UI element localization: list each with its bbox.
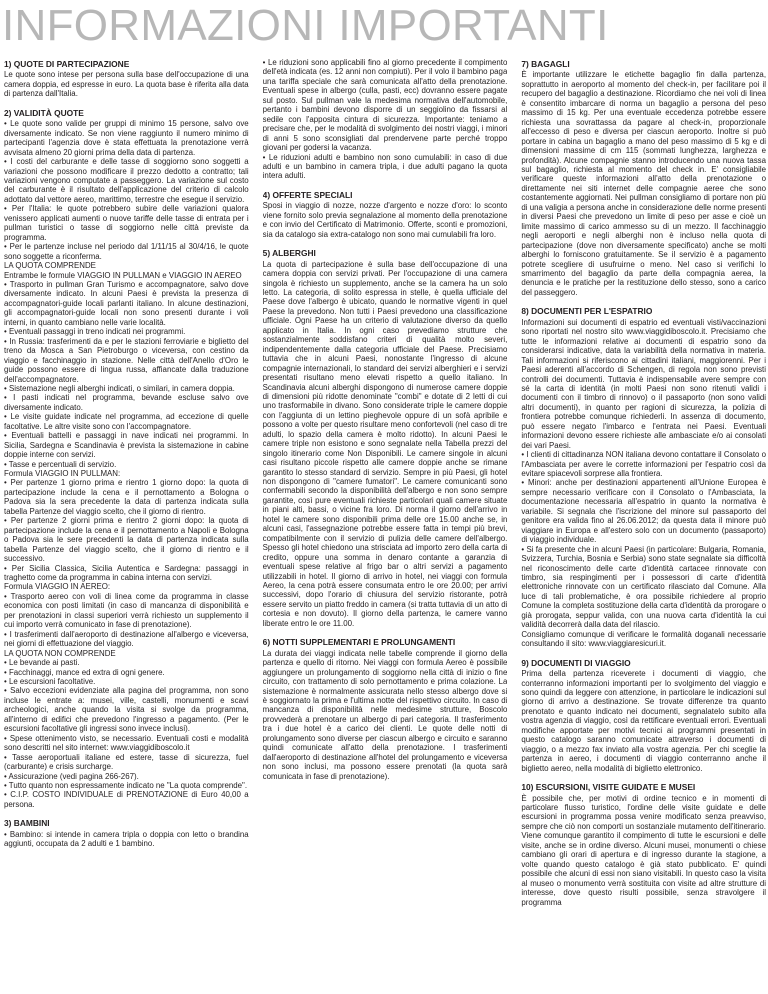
section-spacer xyxy=(263,181,508,189)
paragraph: • Le quote sono valide per gruppi di minimo 15 persone, salvo ove diversamente indicato. Se non viene raggiunto il numero minimo di partecipanti l'agenzia dove è stata effettuata la prenotazione verrà avvisata almeno 20 giorni prima della data di partenza. xyxy=(4,119,249,157)
paragraph: • Le riduzioni adulti e bambino non sono cumulabili: in caso di due adulti e un bambino in camera tripla, i due adulti pagano la quota intera adulti. xyxy=(262,152,508,181)
paragraph: • C.I.P. COSTO INDIVIDUALE di PRENOTAZIONE di Euro 40,00 a persona. xyxy=(4,790,249,809)
paragraph: • Trasporto in pullman Gran Turismo e accompagnatore, salvo dove diversamente indicato. In alcuni Paesi è prevista la presenza di accompagnatori-guide locali parlanti italiano. In alcune destinazioni, gli accompagnatori-guide locali non sono presenti durante i voli interni, in quanto cambiano nelle varie località. xyxy=(4,279,249,327)
paragraph: • Eventuali passaggi in treno indicati nei programmi. xyxy=(4,327,186,337)
section-spacer xyxy=(521,297,766,305)
section-heading: 3) BAMBINI xyxy=(4,818,50,829)
paragraph: • Eventuali battelli e passaggi in nave indicati nei programmi. In Sicilia, Sardegna e Scandinavia è prevista la sistemazione in cabine doppie interne con servizi. xyxy=(4,431,249,460)
paragraph: • Tasse e percentuali di servizio. xyxy=(4,459,117,469)
paragraph: • Minori: anche per destinazioni appartenenti all'Unione Europea è sempre necessario verificare con il Consolato o l'Ambasciata, la documentazione necessaria all'espatrio in quanto la normativa è variabile. Si segnala che l'iscrizione del minore sul passaporto del genitore era valida fino al 26.06.2012; da questa data il minore può viaggiare in Europa e all'estero solo con un documento (passaporto) di viaggio individuale. xyxy=(521,478,767,545)
paragraph: • Per l'Italia: le quote potrebbero subire delle variazioni qualora venissero applicati aumenti o nuove tariffe delle tasse di entrata per i pullman turistici o tasse di soggiorno nelle città previste da programma. xyxy=(4,204,249,242)
section-heading: 2) VALIDITÀ QUOTE xyxy=(4,107,84,118)
paragraph: • I trasferimenti dall'aeroporto di destinazione all'albergo e viceversa, nei giorni di effettuazione del viaggio. xyxy=(4,629,249,649)
paragraph: • Le escursioni facoltative. xyxy=(4,677,96,686)
paragraph: • Spese ottenimento visto, se necessario. Eventuali costi e modalità sono descritti nel sito internet: www.viaggidiboscolo.it xyxy=(4,733,249,753)
section-spacer xyxy=(521,773,766,781)
page-title: INFORMAZIONI IMPORTANTI xyxy=(2,1,609,50)
section-heading: 6) NOTTI SUPPLEMENTARI E PROLUNGAMENTI xyxy=(262,637,456,648)
section-heading: 4) OFFERTE SPECIALI xyxy=(262,189,353,200)
subsection-heading: LA QUOTA NON COMPRENDE xyxy=(4,648,116,658)
paragraph: • Le visite guidate indicate nel programma, ad eccezione di quelle facoltative. Le altre visite sono con l'accompagnatore. xyxy=(4,412,249,431)
section-heading: 8) DOCUMENTI PER L'ESPATRIO xyxy=(521,306,653,317)
column-middle xyxy=(263,58,508,992)
column-left xyxy=(4,58,249,992)
subsection-heading: LA QUOTA COMPRENDE xyxy=(4,261,96,271)
section-spacer xyxy=(4,809,249,817)
paragraph: Consigliamo comunque di verificare le formalità doganali necessarie consultando il sito: www.viaggiaresicuri.it. xyxy=(521,629,767,649)
text-columns xyxy=(4,58,766,992)
paragraph: • Sistemazione negli alberghi indicati, o similari, in camera doppia. xyxy=(4,383,235,393)
paragraph: • Per partenze 2 giorni prima e rientro 2 giorni dopo: la quota di partecipazione include la cena e il pernottamento a Napoli e Bologna o Padova sia le sere precedenti la data di partenza indicata sulla tabella Partenze del viaggio scelto, che il giorno di rientro e il successivo. xyxy=(4,516,249,564)
section-heading: 7) BAGAGLI xyxy=(521,59,570,69)
paragraph: • I clienti di cittadinanza NON italiana devono contattare il Consolato o l'Ambasciata per avere le corrette informazioni per l'espatrio così da evitare spiacevoli sorprese alla frontiera. xyxy=(521,450,767,479)
paragraph: Entrambe le formule VIAGGIO IN PULLMAN e VIAGGIO IN AEREO xyxy=(4,270,242,280)
paragraph: • Si fa presente che in alcuni Paesi (in particolare: Bulgaria, Romania, Svizzera, Turchia, Bosnia e Serbia) sono state segnalate sia difficoltà nel riconoscimento delle carte d'identità cartacee rinnovate con timbro, sia respingimenti per i possessori di carte d'identità elettroniche rinnovate con un certificato rilasciato dal Comune. Alla luce di tali problematiche, è ora possibile richiedere al proprio Comune la completa sostituzione della carta d'identità da prorogare o già prorogata, seppur valida, con una nuova carta d'identità la cui validità decorrerà dalla data del rilascio. xyxy=(521,544,767,630)
section-heading: 1) QUOTE DI PARTECIPAZIONE xyxy=(4,59,130,69)
paragraph: Prima della partenza riceverete i documenti di viaggio, che conterranno informazioni importanti per lo svolgimento del viaggio e sono quindi da leggere con attenzione, in particolare le indicazioni sul giorno di arrivo a destinazione. Se trovate differenze tra quanto prenotato e quanto indicato nei documenti, segnalatelo subito alla vostra agenzia di viaggio, così da rettificare eventuali errori. Eventuali modifiche apportate per motivi tecnici ai programmi presentati in questo catalogo saranno comunicate attraverso i documenti di viaggio, o a mezzo fax inviato alla vostra agenzia. Per chi sceglie la partenza in aereo, i documenti di viaggio conterranno anche il biglietto aereo, nella modalità di biglietto elettronico. xyxy=(521,669,767,773)
paragraph: • Salvo eccezioni evidenziate alla pagina del programma, non sono incluse le entrate a: musei, ville, castelli, monumenti e scavi archeologici, anche quando la visita si svolge da programma, all'interno di edifici che prevedono l'ingresso a pagamento. (Per le escursioni facoltative gli ingressi sono invece inclusi). xyxy=(4,686,249,734)
paragraph: Sposi in viaggio di nozze, nozze d'argento e nozze d'oro: lo sconto viene fornito solo previa segnalazione al momento della prenotazione e con invio del Certificato di Matrimonio. Offerte, sconti e promozioni, sia da catalogo sia extra-catalogo non sono mai cumulabili fra loro. xyxy=(262,201,508,239)
paragraph: • Per Sicilia Classica, Sicilia Autentica e Sardegna: passaggi in traghetto come da programma in cabina interna con servizi. xyxy=(4,563,249,583)
paragraph: La quota di partecipazione è sulla base dell'occupazione di una camera doppia con servizi privati. Per l'occupazione di una camera singola è richiesto un supplemento, anche se la camera ha un solo letto. La categoria, di solito espressa in stelle, è quella ufficiale del Paese dove l'albergo è ubicato, quando le normative vigenti in quel Paese la prevedono. Non tutti i Paesi prevedono una classificazione ufficiale. Ogni Paese ha un criterio di valutazione diverso da quello applicato in Italia. In ogni caso prevediamo strutture che sostanzialmente soddisfano criteri di qualità molto severi, indipendentemente dalla categoria ufficiale del Paese. Precisiamo tuttavia che in alcuni Paesi, nonostante l'ingresso di alcune compagnie internazionali, lo standard dei servizi alberghieri e i servizi presentati risultano meno elevati rispetto a quello italiano. In Scandinavia alcuni alberghi dispongono di numerose camere doppie di dimensioni più ridotte denominate "combi" e dotate di 2 letti di cui uno trasformabile in divano. Sono considerate triple le camere doppie con l'aggiunta di un lettino pieghevole oppure di un sofà apribile e possono a volte per questo risultare meno confortevoli (nel caso di tre adulti, lo spazio della camera è molto ridotto). In alcuni Paesi le camere triple non esistono e sono segnalate nella Tabella prezzi del singolo itinerario come Non Disponibili. Le camere singole in alcuni casi risultano piccole rispetto alle camere doppie anche se rimane garantito lo stesso standard di servizio. Sempre in più Paesi, gli hotel non dispongono di "camere fumatori". Le camere comunicanti sono confermabili secondo la disponibilità dell'albergo e non sono sempre garantite, così pure eventuali richieste particolari quali camere situate in piani alti, bassi, o vicine fra loro. Di norma il giorno dell'arrivo in hotel le camere sono disponibili prima delle ore 15.00 anche se, in alcuni casi, l'assegnazione potrebbe essere fatta in tempi più brevi, compatibilmente con il servizio di pulizia delle camere dell'albergo. Spesso gli hotel chiedono una strisciata ad importo zero della carta di credito, oppure una somma in denaro contante a garanzia di eventuali spese relative al frigo bar o altri servizi a pagamento utilizzabili in hotel. Il giorno di arrivo in hotel, nei viaggi con formula Aereo, la cena potrà essere consumata entro le ore 20.00; per arrivi successivi, dopo l'orario di chiusura del servizio ristorante, potrà essere servito un piatto freddo in camera (si tratta tuttavia di un atto di cortesia e non dovuto). Il giorno della partenza, le camere vanno liberate entro le ore 11.00. xyxy=(262,259,508,628)
paragraph: • Facchinaggi, mance ed extra di ogni genere. xyxy=(4,667,165,677)
section-heading: 9) DOCUMENTI DI VIAGGIO xyxy=(521,657,631,668)
paragraph: • Assicurazione (vedi pagina 266-267). xyxy=(4,771,139,781)
paragraph: • Tutto quanto non espressamente indicato ne "La quota comprende". xyxy=(4,780,248,790)
paragraph: • Per partenze 1 giorno prima e rientro 1 giorno dopo: la quota di partecipazione include la cena e il pernottamento a Bologna o Padova sia la sera precedente la data di partenza indicata sulla tabella Partenze del viaggio scelto, che il giorno di rientro. xyxy=(4,478,249,516)
paragraph: È importante utilizzare le etichette bagaglio fin dalla partenza, soprattutto in aeroporto al momento del check-in, per facilitare poi il recupero del bagaglio a destinazione. Ricordiamo che nei voli di linea è consentito imbarcare di norma un bagaglio a persona del peso massimo di 15 kg. Per una eventuale eccedenza potrebbe essere richiesta una sovrattassa da pagare al check-in, proporzionale all'eccesso di peso e diversa per ciascun aeroporto. Inoltre si può portare in cabina un bagaglio a mano del peso massimo di 5 kg e di dimensioni massime di cm 115 (sommati lunghezza, larghezza e profondità). Alcune compagnie stanno introducendo una nuova tassa sul bagaglio, richiesta al momento del check in. E' consigliabile verificare queste informazioni all'atto della prenotazione o direttamente nei siti internet delle compagnie aeree che sono costantemente aggiornati. Nei pullman consigliamo di portare non più di una valigia a persona anche in considerazione delle norme presenti in diversi Paesi che prevedono un limite di peso per asse e cioè un limite massimo di carico ammesso su di un mezzo. Il facchinaggio negli aeroporti e negli alberghi non è incluso nella quota di partecipazione (dove non diversamente specificato) anche se molti alberghi lo forniscono gratuitamente. Se il servizio è a pagamento potrete scegliere di usufruirne o meno. Nel caso si verifichi lo smarrimento del bagaglio da parte della compagnia aerea, la denuncia e le pratiche per la restituzione dello stesso, sono a carico del passeggero. xyxy=(521,70,767,297)
paragraph: Formula VIAGGIO IN AEREO: xyxy=(4,582,111,592)
section-heading: 5) ALBERGHI xyxy=(262,248,316,259)
paragraph: • Per le partenze incluse nel periodo dal 1/11/15 al 30/4/16, le quote sono soggette a riconferma. xyxy=(4,242,249,261)
section-heading: 10) ESCURSIONI, VISITE GUIDATE E MUSEI xyxy=(521,782,696,793)
section-spacer xyxy=(4,99,249,107)
paragraph: • Trasporto aereo con voli di linea come da programma in classe economica con posti limitati (in caso di mancanza di disponibilità e per prenotazioni in classi superiori verrà richiesto un supplemento il cui importo verrà comunicato in fase di prenotazione). xyxy=(4,591,249,630)
section-spacer xyxy=(263,239,508,247)
paragraph: • Le bevande ai pasti. xyxy=(4,658,80,668)
paragraph: Le quote sono intese per persona sulla base dell'occupazione di una camera doppia, ed espresse in euro. La quota base è riferita alla data di partenza dall'Italia. xyxy=(4,70,249,99)
paragraph: La durata dei viaggi indicata nelle tabelle comprende il giorno della partenza e quello di ritorno. Nei viaggi con formula Aereo è possibile aggiungere un prolungamento di soggiorno nella città di inizio o fine circuito, con trattamento di solo pernottamento e prima colazione. La sistemazione è normalmente assicurata nello stesso albergo dove si è soggiornato la prima e l'ultima notte del rispettivo circuito. In caso di mancanza di disponibilità nelle medesime strutture, Boscolo provvederà a prenotare un albergo di pari categoria. Il trasferimento tra i due hotel è a carico dei clienti. Le quote delle notti di prolungamento sono diverse per ciascun albergo e circuito e saranno quindi comunicate all'atto della prenotazione. I trasferimenti dall'aeroporto di destinazione all'hotel del prolungamento e viceversa non sono inclusi, ma possono essere prenotati (la quota sarà comunicata in fase di prenotazione). xyxy=(262,648,508,781)
section-spacer xyxy=(521,649,766,657)
paragraph: • I costi del carburante e delle tasse di soggiorno sono soggetti a variazioni che possono modificare il prezzo dedotto a contratto; tali variazioni vengono computate a passeggero. La variazione sul costo del carburante è il risultato dell'applicazione del criterio di calcolo adottato dal vettore aereo, marittimo, terrestre che esegue il servizio. xyxy=(4,157,249,204)
paragraph: È possibile che, per motivi di ordine tecnico e in momenti di particolare flusso turistico, l'ordine delle visite guidate e delle escursioni in programma possa venire modificato senza preavviso, sempre che ciò non comporti un sostanziale mutamento dell'itinerario. Viene comunque garantito il compimento di tutte le escursioni e delle visite, anche se in ordine diverso. Alcuni musei, monumenti o chiese cambiano gli orari di apertura e di ingresso durante la stagione, a volte quando questo catalogo è già stato pubblicato. E' quindi possibile che alcuni di essi non siano visitabili. In questo caso la visita al museo o monumento verrà sostituita con visite ad altre strutture di interesse, dove questo risulti possibile, senza stravolgere il programma xyxy=(521,793,767,907)
paragraph: Informazioni sui documenti di espatrio ed eventuali visti/vaccinazioni sono riportati nel nostro sito www.viaggidiboscolo.it. Precisiamo che tutte le informazioni relative ai documenti di espatrio sono da considerarsi indicative, data la variabilità della normativa in materia. Tali informazioni si riferiscono ai cittadini italiani, maggiorenni. Per i Paesi aderenti all'accordo di Schengen, di regola non sono previsti controlli dei documenti. Tuttavia è indispensabile avere sempre con sé la carta di identità (in molti Paesi non sono ritenuti validi i documenti con il timbro di rinnovo) o il passaporto (non sono validi altri documenti), in quanto per ragioni di sicurezza, la polizia di frontiera potrebbe comunque richiederli. In assenza di documento, può essere negato l'imbarco e l'entrata nei Paesi. Eventuali informazioni devono essere richieste alle ambasciate e/o ai consolati dei vari Paesi. xyxy=(521,317,767,450)
paragraph: Formula VIAGGIO IN PULLMAN: xyxy=(4,469,121,479)
paragraph: • Le riduzioni sono applicabili fino al giorno precedente il compimento dell'età indicata (es. 12 anni non compiuti). Per il volo il bambino paga una tariffa speciale che sarà comunicata all'atto della prenotazione. Eventuali spese in albergo (culla, pasti, ecc) dovranno essere pagate sul posto. Sul pullman vale la medesima normativa dell'automobile, pertanto i bambini devono disporre di un seggiolino da fissarsi al sedile con l'apposita cintura di sicurezza. Importante: teniamo a precisare che, per le modalità di svolgimento dei nostri viaggi, i minori di anni 5 sono sconsigliati dal prendervene parte perché troppo giovani per godersi la vacanza. xyxy=(262,58,508,153)
column-right xyxy=(521,58,766,992)
paragraph: • I pasti indicati nel programma, bevande escluse salvo ove diversamente indicato. xyxy=(4,393,249,412)
paragraph: • Tasse aeroportuali italiane ed estere, tasse di sicurezza, fuel (carburante) e crisis surcharge. xyxy=(4,752,249,772)
paragraph: • In Russia: trasferimenti da e per le stazioni ferroviarie e biglietto del treno da Mosca a San Pietroburgo o viceversa, con cestino da viaggio e facchinaggio in stazione. Nelle città dell'Anello d'Oro le guide possono essere di lingua russa, affiancate dalla traduzione dell'accompagnatore. xyxy=(4,336,249,384)
section-spacer xyxy=(263,628,508,636)
paragraph: • Bambino: si intende in camera tripla o doppia con letto o brandina aggiunti, occupata da 2 adulti e 1 bambino. xyxy=(4,829,249,849)
